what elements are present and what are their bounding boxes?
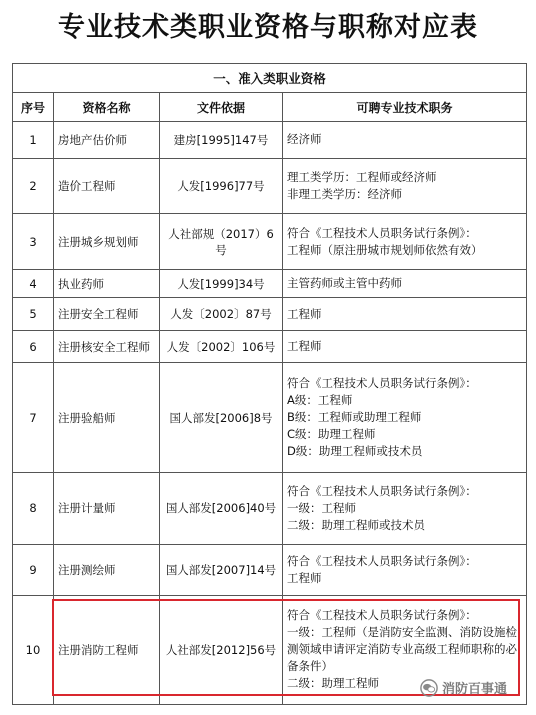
table-row (13, 214, 527, 270)
cell-eligible-post (283, 158, 527, 214)
section-header: 一、准入类职业资格 (13, 64, 527, 93)
post-line: 符合《工程技术人员职务试行条例》： (287, 483, 477, 498)
table-row (13, 158, 527, 214)
cell-eligible-post (283, 330, 527, 363)
cell-no: 3 (13, 214, 54, 270)
cell-no: 4 (13, 269, 54, 297)
post-line: B级：工程师或助理工程师 (287, 410, 422, 425)
cell-document-basis: 国人部发[2006]40号 (160, 472, 283, 545)
column-header-row (13, 93, 527, 121)
qualification-table (12, 63, 527, 705)
cell-qualification-name: 注册城乡规划师 (54, 214, 160, 270)
post-line: 二级：助理工程师或技术员 (287, 517, 425, 532)
table-row (13, 269, 527, 297)
cell-qualification-name: 注册测绘师 (54, 545, 160, 595)
cell-document-basis: 建房[1995]147号 (160, 121, 283, 158)
cell-qualification-name: 房地产估价师 (54, 121, 160, 158)
post-line: A级：工程师 (287, 393, 353, 408)
post-line: 一级：工程师（是消防安全监测、消防设施检测领域申请评定消防专业高级工程师职称的必备条件） (287, 625, 517, 674)
post-line: 工程师 (287, 570, 322, 585)
post-line: 理工类学历：工程师或经济师 (287, 169, 437, 184)
cell-no: 2 (13, 158, 54, 214)
column-header-doc: 文件依据 (160, 93, 283, 121)
cell-document-basis: 人发〔2002〕87号 (160, 298, 283, 331)
post-line: C级：助理工程师 (287, 427, 376, 442)
post-line: 二级：助理工程师 (287, 676, 379, 691)
cell-eligible-post (283, 545, 527, 595)
column-header-name: 资格名称 (54, 93, 160, 121)
cell-document-basis: 人发[1996]77号 (160, 158, 283, 214)
cell-eligible-post (283, 472, 527, 545)
watermark (420, 678, 507, 697)
cell-no: 9 (13, 545, 54, 595)
cell-qualification-name: 注册消防工程师 (54, 595, 160, 704)
post-line: D级：助理工程师或技术员 (287, 444, 423, 459)
cell-no: 5 (13, 298, 54, 331)
cell-qualification-name: 注册验船师 (54, 363, 160, 472)
page-title: 专业技术类职业资格与职称对应表 (58, 12, 478, 43)
table-row (13, 545, 527, 595)
post-line: 工程师 (287, 306, 322, 321)
cell-document-basis: 国人部发[2007]14号 (160, 545, 283, 595)
post-line: 符合《工程技术人员职务试行条例》： (287, 608, 477, 623)
cell-eligible-post (283, 363, 527, 472)
cell-qualification-name: 造价工程师 (54, 158, 160, 214)
cell-qualification-name: 执业药师 (54, 269, 160, 297)
cell-document-basis: 人社部发[2012]56号 (160, 595, 283, 704)
post-line: 非理工类学历：经济师 (287, 186, 402, 201)
cell-document-basis: 人发〔2002〕106号 (160, 330, 283, 363)
table-row (13, 330, 527, 363)
post-line: 工程师（原注册城市规划师依然有效） (287, 242, 483, 257)
cell-no: 7 (13, 363, 54, 472)
wechat-logo-icon (420, 679, 438, 697)
cell-eligible-post (283, 298, 527, 331)
column-header-post: 可聘专业技术职务 (283, 93, 527, 121)
post-line: 符合《工程技术人员职务试行条例》： (287, 225, 477, 240)
table-row (13, 121, 527, 158)
cell-no: 10 (13, 595, 54, 704)
post-line: 经济师 (287, 132, 322, 147)
watermark-text: 消防百事通 (442, 682, 508, 697)
table-row (13, 472, 527, 545)
section-header-row (13, 64, 527, 93)
cell-qualification-name: 注册计量师 (54, 472, 160, 545)
post-line: 主管药师或主管中药师 (287, 276, 402, 291)
cell-no: 8 (13, 472, 54, 545)
cell-document-basis: 人社部规（2017）6号 (160, 214, 283, 270)
cell-no: 1 (13, 121, 54, 158)
cell-eligible-post (283, 269, 527, 297)
cell-qualification-name: 注册核安全工程师 (54, 330, 160, 363)
cell-eligible-post (283, 214, 527, 270)
table-row (13, 298, 527, 331)
post-line: 符合《工程技术人员职务试行条例》： (287, 376, 477, 391)
cell-qualification-name: 注册安全工程师 (54, 298, 160, 331)
post-line: 一级：工程师 (287, 500, 356, 515)
cell-document-basis: 国人部发[2006]8号 (160, 363, 283, 472)
cell-document-basis: 人发[1999]34号 (160, 269, 283, 297)
post-line: 工程师 (287, 339, 322, 354)
table-body (13, 121, 527, 704)
post-line: 符合《工程技术人员职务试行条例》： (287, 553, 477, 568)
column-header-no: 序号 (13, 93, 54, 121)
cell-eligible-post (283, 121, 527, 158)
cell-no: 6 (13, 330, 54, 363)
table-row (13, 363, 527, 472)
